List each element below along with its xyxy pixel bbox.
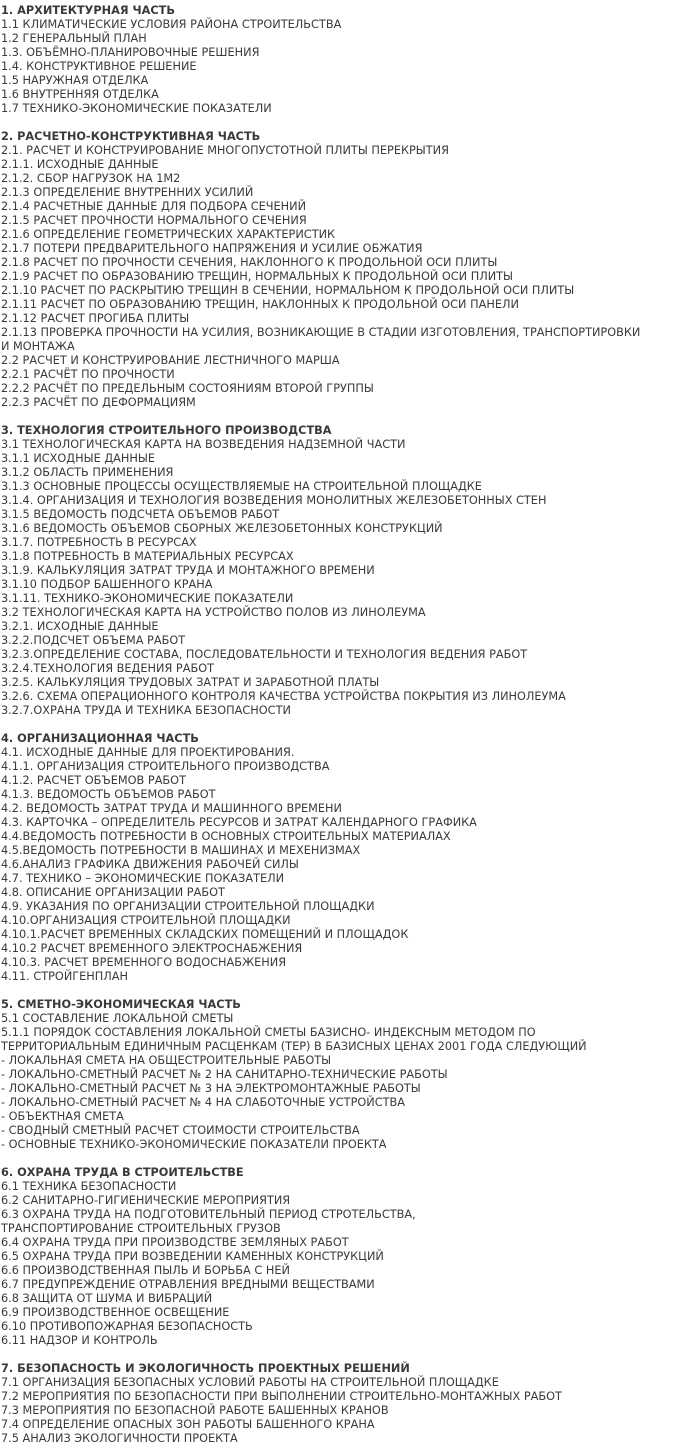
toc-entry: ТРАНСПОРТИРОВАНИЕ СТРОИТЕЛЬНЫХ ГРУЗОВ [1, 1222, 281, 1235]
toc-entry: 2.2.2 РАСЧЁТ ПО ПРЕДЕЛЬНЫМ СОСТОЯНИЯМ ВТОРОЙ ГРУППЫ [1, 382, 374, 395]
toc-entry: 1.6 ВНУТРЕННЯЯ ОТДЕЛКА [1, 88, 159, 101]
toc-entry: 7.1 ОРГАНИЗАЦИЯ БЕЗОПАСНЫХ УСЛОВИЙ РАБОТЫ НА СТРОИТЕЛЬНОЙ ПЛОЩАДКЕ [1, 1376, 499, 1389]
toc-entry: - ЛОКАЛЬНО-СМЕТНЫЙ РАСЧЕТ № 2 НА САНИТАРНО-ТЕХНИЧЕСКИЕ РАБОТЫ [1, 1068, 448, 1081]
toc-entry: 3.2.6. СХЕМА ОПЕРАЦИОННОГО КОНТРОЛЯ КАЧЕСТВА УСТРОЙСТВА ПОКРЫТИЯ ИЗ ЛИНОЛЕУМА [1, 690, 566, 703]
toc-entry: 4.9. УКАЗАНИЯ ПО ОРГАНИЗАЦИИ СТРОИТЕЛЬНОЙ ПЛОЩАДКИ [1, 900, 375, 913]
toc-entry: 3.1.7. ПОТРЕБНОСТЬ В РЕСУРСАХ [1, 536, 197, 549]
toc-section [1, 1362, 700, 1446]
toc-entry: - СВОДНЫЙ СМЕТНЫЙ РАСЧЕТ СТОИМОСТИ СТРОИТЕЛЬСТВА [1, 1124, 360, 1137]
toc-entry: 4.3. КАРТОЧКА – ОПРЕДЕЛИТЕЛЬ РЕСУРСОВ И ЗАТРАТ КАЛЕНДАРНОГО ГРАФИКА [1, 816, 477, 829]
toc-entry: 4.2. ВЕДОМОСТЬ ЗАТРАТ ТРУДА И МАШИННОГО ВРЕМЕНИ [1, 802, 342, 815]
toc-entry: 4.5.ВЕДОМОСТЬ ПОТРЕБНОСТИ В МАШИНАХ И МЕХЕНИЗМАХ [1, 844, 361, 857]
section-heading: 5. СМЕТНО-ЭКОНОМИЧЕСКАЯ ЧАСТЬ [1, 998, 241, 1011]
toc-entry: - ЛОКАЛЬНАЯ СМЕТА НА ОБЩЕСТРОИТЕЛЬНЫЕ РАБОТЫ [1, 1054, 332, 1067]
toc-entry: 1.1 КЛИМАТИЧЕСКИЕ УСЛОВИЯ РАЙОНА СТРОИТЕЛЬСТВА [1, 18, 342, 31]
toc-entry: 4.1.3. ВЕДОМОСТЬ ОБЪЕМОВ РАБОТ [1, 788, 216, 801]
toc-entry: 6.11 НАДЗОР И КОНТРОЛЬ [1, 1334, 158, 1347]
toc-entry: - ОСНОВНЫЕ ТЕХНИКО-ЭКОНОМИЧЕСКИЕ ПОКАЗАТЕЛИ ПРОЕКТА [1, 1138, 387, 1151]
toc-entry: 6.2 САНИТАРНО-ГИГИЕНИЧЕСКИЕ МЕРОПРИЯТИЯ [1, 1194, 291, 1207]
toc-entry: 3.1.1 ИСХОДНЫЕ ДАННЫЕ [1, 452, 155, 465]
section-heading: 1. АРХИТЕКТУРНАЯ ЧАСТЬ [1, 4, 175, 17]
section-heading: 3. ТЕХНОЛОГИЯ СТРОИТЕЛЬНОГО ПРОИЗВОДСТВА [1, 424, 332, 437]
toc-entry: 1.7 ТЕХНИКО-ЭКОНОМИЧЕСКИЕ ПОКАЗАТЕЛИ [1, 102, 272, 115]
toc-entry: 7.4 ОПРЕДЕЛЕНИЕ ОПАСНЫХ ЗОН РАБОТЫ БАШЕННОГО КРАНА [1, 1418, 375, 1431]
toc-entry: 3.2.2.ПОДСЧЕТ ОБЪЕМА РАБОТ [1, 634, 186, 647]
toc-entry: 4.1.2. РАСЧЕТ ОБЪЕМОВ РАБОТ [1, 774, 186, 787]
toc-entry: 1.4. КОНСТРУКТИВНОЕ РЕШЕНИЕ [1, 60, 197, 73]
toc-entry: 2.2.1 РАСЧЁТ ПО ПРОЧНОСТИ [1, 368, 175, 381]
toc-entry: 2.1.10 РАСЧЕТ ПО РАСКРЫТИЮ ТРЕЩИН В СЕЧЕНИИ, НОРМАЛЬНОМ К ПРОДОЛЬНОЙ ОСИ ПЛИТЫ [1, 284, 575, 297]
toc-entry: 5.1.1 ПОРЯДОК СОСТАВЛЕНИЯ ЛОКАЛЬНОЙ СМЕТЫ БАЗИСНО- ИНДЕКСНЫМ МЕТОДОМ ПО ТЕРРИТОРИАЛЬНЫМ ЕДИНИЧНЫМ РАСЦЕНКАМ (ТЕР) В БАЗИСНЫХ ЦЕНАХ 2001 ГОДА СЛЕДУЮЩИЙ [1, 1026, 587, 1053]
toc-entry: 3.1 ТЕХНОЛОГИЧЕСКАЯ КАРТА НА ВОЗВЕДЕНИЯ НАДЗЕМНОЙ ЧАСТИ [1, 438, 406, 451]
toc-entry: 2.1.6 ОПРЕДЕЛЕНИЕ ГЕОМЕТРИЧЕСКИХ ХАРАКТЕРИСТИК [1, 228, 336, 241]
toc-entry: 6.3 ОХРАНА ТРУДА НА ПОДГОТОВИТЕЛЬНЫЙ ПЕРИОД СТРОТЕЛЬСТВА, [1, 1208, 416, 1221]
toc-section [1, 732, 700, 984]
toc-entry: 4.8. ОПИСАНИЕ ОРГАНИЗАЦИИ РАБОТ [1, 886, 225, 899]
toc-entry: 2.1.8 РАСЧЕТ ПО ПРОЧНОСТИ СЕЧЕНИЯ, НАКЛОННОГО К ПРОДОЛЬНОЙ ОСИ ПЛИТЫ [1, 256, 498, 269]
toc-entry: - ОБЪЕКТНАЯ СМЕТА [1, 1110, 124, 1123]
toc-entry: 3.2.3.ОПРЕДЕЛЕНИЕ СОСТАВА, ПОСЛЕДОВАТЕЛЬНОСТИ И ТЕХНОЛОГИЯ ВЕДЕНИЯ РАБОТ [1, 648, 528, 661]
toc-entry: 3.1.6 ВЕДОМОСТЬ ОБЪЕМОВ СБОРНЫХ ЖЕЛЕЗОБЕТОННЫХ КОНСТРУКЦИЙ [1, 522, 443, 535]
toc-entry: 3.2.4.ТЕХНОЛОГИЯ ВЕДЕНИЯ РАБОТ [1, 662, 214, 675]
toc-entry: 2.1.1. ИСХОДНЫЕ ДАННЫЕ [1, 158, 159, 171]
toc-entry: 6.7 ПРЕДУПРЕЖДЕНИЕ ОТРАВЛЕНИЯ ВРЕДНЫМИ ВЕЩЕСТВАМИ [1, 1278, 375, 1291]
toc-entry: 2.1. РАСЧЕТ И КОНСТРУИРОВАНИЕ МНОГОПУСТОТНОЙ ПЛИТЫ ПЕРЕКРЫТИЯ [1, 144, 449, 157]
toc-entry: 6.9 ПРОИЗВОДСТВЕННОЕ ОСВЕЩЕНИЕ [1, 1306, 230, 1319]
toc-entry: 1.3. ОБЪЁМНО-ПЛАНИРОВОЧНЫЕ РЕШЕНИЯ [1, 46, 260, 59]
toc-entry: 4.11. СТРОЙГЕНПЛАН [1, 970, 129, 983]
toc-entry: 1.2 ГЕНЕРАЛЬНЫЙ ПЛАН [1, 32, 147, 45]
toc-entry: 6.5 ОХРАНА ТРУДА ПРИ ВОЗВЕДЕНИИ КАМЕННЫХ КОНСТРУКЦИЙ [1, 1250, 384, 1263]
section-heading: 6. ОХРАНА ТРУДА В СТРОИТЕЛЬСТВЕ [1, 1166, 244, 1179]
section-heading: 4. ОРГАНИЗАЦИОННАЯ ЧАСТЬ [1, 732, 199, 745]
toc-section [1, 424, 700, 718]
toc-entry: 3.2.7.ОХРАНА ТРУДА И ТЕХНИКА БЕЗОПАСНОСТИ [1, 704, 291, 717]
toc-entry: 3.1.2 ОБЛАСТЬ ПРИМЕНЕНИЯ [1, 466, 174, 479]
toc-entry: 2.1.12 РАСЧЕТ ПРОГИБА ПЛИТЫ [1, 312, 190, 325]
toc-entry: 6.4 ОХРАНА ТРУДА ПРИ ПРОИЗВОДСТВЕ ЗЕМЛЯНЫХ РАБОТ [1, 1236, 349, 1249]
toc-entry: 6.10 ПРОТИВОПОЖАРНАЯ БЕЗОПАСНОСТЬ [1, 1320, 253, 1333]
toc-entry: 7.3 МЕРОПРИЯТИЯ ПО БЕЗОПАСНОЙ РАБОТЕ БАШЕННЫХ КРАНОВ [1, 1404, 389, 1417]
toc-entry: 3.1.11. ТЕХНИКО-ЭКОНОМИЧЕСКИЕ ПОКАЗАТЕЛИ [1, 592, 294, 605]
toc-entry: 2.1.13 ПРОВЕРКА ПРОЧНОСТИ НА УСИЛИЯ, ВОЗНИКАЮЩИЕ В СТАДИИ ИЗГОТОВЛЕНИЯ, ТРАНСПОРТИРОВКИ И МОНТАЖА [1, 326, 641, 353]
toc-section [1, 998, 700, 1152]
toc-entry: 4.6.АНАЛИЗ ГРАФИКА ДВИЖЕНИЯ РАБОЧЕЙ СИЛЫ [1, 858, 299, 871]
toc-entry: 6.8 ЗАЩИТА ОТ ШУМА И ВИБРАЦИЙ [1, 1292, 213, 1305]
toc-entry: 2.2.3 РАСЧЁТ ПО ДЕФОРМАЦИЯМ [1, 396, 196, 409]
toc-entry: 3.1.9. КАЛЬКУЛЯЦИЯ ЗАТРАТ ТРУДА И МОНТАЖНОГО ВРЕМЕНИ [1, 564, 375, 577]
toc-entry: 1.5 НАРУЖНАЯ ОТДЕЛКА [1, 74, 149, 87]
toc-entry: 4.1.1. ОРГАНИЗАЦИЯ СТРОИТЕЛЬНОГО ПРОИЗВОДСТВА [1, 760, 330, 773]
toc-entry: 3.1.4. ОРГАНИЗАЦИЯ И ТЕХНОЛОГИЯ ВОЗВЕДЕНИЯ МОНОЛИТНЫХ ЖЕЛЕЗОБЕТОННЫХ СТЕН [1, 494, 547, 507]
toc-entry: 5.1 СОСТАВЛЕНИЕ ЛОКАЛЬНОЙ СМЕТЫ [1, 1012, 234, 1025]
toc-entry: 2.1.5 РАСЧЕТ ПРОЧНОСТИ НОРМАЛЬНОГО СЕЧЕНИЯ [1, 214, 307, 227]
toc-entry: 2.2 РАСЧЕТ И КОНСТРУИРОВАНИЕ ЛЕСТНИЧНОГО МАРША [1, 354, 340, 367]
toc-entry: 2.1.4 РАСЧЕТНЫЕ ДАННЫЕ ДЛЯ ПОДБОРА СЕЧЕНИЙ [1, 200, 307, 213]
section-heading: 7. БЕЗОПАСНОСТЬ И ЭКОЛОГИЧНОСТЬ ПРОЕКТНЫХ РЕШЕНИЙ [1, 1362, 410, 1375]
toc-entry: 4.10.2 РАСЧЕТ ВРЕМЕННОГО ЭЛЕКТРОСНАБЖЕНИЯ [1, 942, 303, 955]
toc-entry: 2.1.3 ОПРЕДЕЛЕНИЕ ВНУТРЕННИХ УСИЛИЙ [1, 186, 254, 199]
section-heading: 2. РАСЧЕТНО-КОНСТРУКТИВНАЯ ЧАСТЬ [1, 130, 261, 143]
toc-entry: 3.2.1. ИСХОДНЫЕ ДАННЫЕ [1, 620, 159, 633]
toc-entry: 3.1.10 ПОДБОР БАШЕННОГО КРАНА [1, 578, 213, 591]
toc-entry: 4.4.ВЕДОМОСТЬ ПОТРЕБНОСТИ В ОСНОВНЫХ СТРОИТЕЛЬНЫХ МАТЕРИАЛАХ [1, 830, 451, 843]
toc-entry: 3.1.3 ОСНОВНЫЕ ПРОЦЕССЫ ОСУЩЕСТВЛЯЕМЫЕ НА СТРОИТЕЛЬНОЙ ПЛОЩАДКЕ [1, 480, 482, 493]
toc-section [1, 1166, 700, 1348]
toc-entry: 2.1.2. СБОР НАГРУЗОК НА 1М2 [1, 172, 181, 185]
toc-entry: 4.1. ИСХОДНЫЕ ДАННЫЕ ДЛЯ ПРОЕКТИРОВАНИЯ. [1, 746, 295, 759]
toc-entry: 4.10.3. РАСЧЕТ ВРЕМЕННОГО ВОДОСНАБЖЕНИЯ [1, 956, 287, 969]
toc-entry: 4.10.1.РАСЧЕТ ВРЕМЕННЫХ СКЛАДСКИХ ПОМЕЩЕНИЙ И ПЛОЩАДОК [1, 928, 409, 941]
toc-entry: 7.5 АНАЛИЗ ЭКОЛОГИЧНОСТИ ПРОЕКТА [1, 1432, 238, 1445]
toc-entry: 3.2 ТЕХНОЛОГИЧЕСКАЯ КАРТА НА УСТРОЙСТВО ПОЛОВ ИЗ ЛИНОЛЕУМА [1, 606, 426, 619]
toc-entry: 3.2.5. КАЛЬКУЛЯЦИЯ ТРУДОВЫХ ЗАТРАТ И ЗАРАБОТНОЙ ПЛАТЫ [1, 676, 380, 689]
toc-entry: 2.1.11 РАСЧЕТ ПО ОБРАЗОВАНИЮ ТРЕЩИН, НАКЛОННЫХ К ПРОДОЛЬНОЙ ОСИ ПАНЕЛИ [1, 298, 519, 311]
toc-section [1, 4, 700, 116]
toc-section [1, 130, 700, 410]
toc-entry: 6.6 ПРОИЗВОДСТВЕННАЯ ПЫЛЬ И БОРЬБА С НЕЙ [1, 1264, 290, 1277]
toc-entry: 4.10.ОРГАНИЗАЦИЯ СТРОИТЕЛЬНОЙ ПЛОЩАДКИ [1, 914, 291, 927]
toc-entry: 2.1.7 ПОТЕРИ ПРЕДВАРИТЕЛЬНОГО НАПРЯЖЕНИЯ И УСИЛИЕ ОБЖАТИЯ [1, 242, 423, 255]
toc-entry: - ЛОКАЛЬНО-СМЕТНЫЙ РАСЧЕТ № 4 НА СЛАБОТОЧНЫЕ УСТРОЙСТВА [1, 1096, 405, 1109]
toc-entry: 3.1.5 ВЕДОМОСТЬ ПОДСЧЕТА ОБЪЕМОВ РАБОТ [1, 508, 280, 521]
toc-entry: 4.7. ТЕХНИКО – ЭКОНОМИЧЕСКИЕ ПОКАЗАТЕЛИ [1, 872, 285, 885]
toc-entry: 2.1.9 РАСЧЕТ ПО ОБРАЗОВАНИЮ ТРЕЩИН, НОРМАЛЬНЫХ К ПРОДОЛЬНОЙ ОСИ ПЛИТЫ [1, 270, 514, 283]
toc-entry: 3.1.8 ПОТРЕБНОСТЬ В МАТЕРИАЛЬНЫХ РЕСУРСАХ [1, 550, 294, 563]
toc-entry: - ЛОКАЛЬНО-СМЕТНЫЙ РАСЧЕТ № 3 НА ЭЛЕКТРОМОНТАЖНЫЕ РАБОТЫ [1, 1082, 421, 1095]
toc-entry: 7.2 МЕРОПРИЯТИЯ ПО БЕЗОПАСНОСТИ ПРИ ВЫПОЛНЕНИИ СТРОИТЕЛЬНО-МОНТАЖНЫХ РАБОТ [1, 1390, 562, 1403]
toc-entry: 6.1 ТЕХНИКА БЕЗОПАСНОСТИ [1, 1180, 177, 1193]
